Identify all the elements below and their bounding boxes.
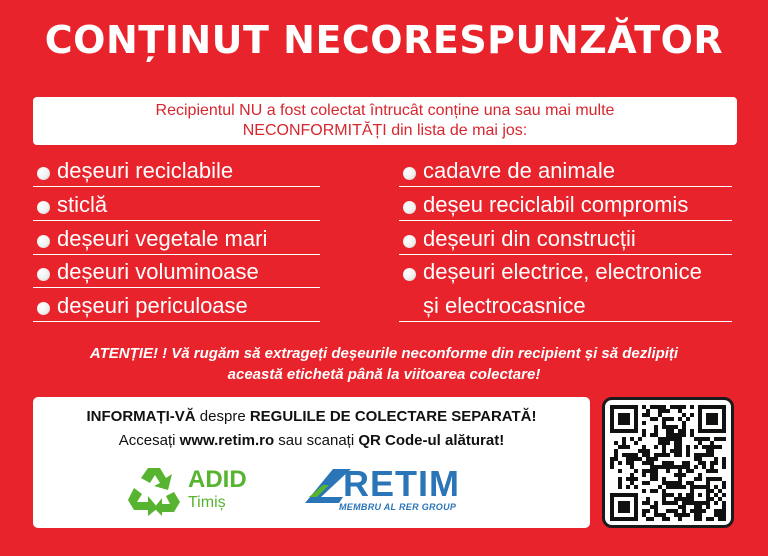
bullet-icon [403, 235, 416, 248]
adid-logo [126, 464, 276, 518]
list-item: deșeuri periculoase [33, 292, 320, 322]
list-item: deșeuri voluminoase [33, 258, 320, 288]
bullet-icon [37, 268, 50, 281]
bullet-icon [37, 167, 50, 180]
retim-sub: MEMBRU AL RER GROUP [339, 502, 457, 512]
adid-name: ADID [188, 466, 247, 493]
website-link[interactable]: www.retim.ro [179, 432, 275, 449]
bullet-icon [37, 302, 50, 315]
adid-sub: Timiș [188, 494, 226, 511]
retim-name: RETIM [343, 463, 460, 504]
bullet-icon [403, 201, 416, 214]
list-item: deșeu reciclabil compromis [399, 191, 732, 221]
recycle-icon [126, 464, 182, 518]
list-item-continuation: și electrocasnice [399, 292, 732, 322]
bullet-icon [37, 201, 50, 214]
notice-line-1: Recipientul NU a fost colectat întrucât conține una sau mai multe [155, 102, 615, 119]
info-line-1: INFORMAȚI-VĂ despre REGULILE DE COLECTARE SEPARATĂ! [86, 408, 537, 425]
bullet-icon [37, 235, 50, 248]
retim-logo [303, 465, 493, 519]
warning-line-1: ATENȚIE! ! Vă rugăm să extrageți deșeurile neconforme din recipient și să dezlipiți [89, 345, 679, 362]
qr-code[interactable] [602, 397, 734, 528]
info-line-2: Accesați www.retim.ro sau scanați QR Code-ul alăturat! [118, 432, 505, 449]
list-item: deșeuri vegetale mari [33, 225, 320, 255]
warning-line-2: această etichetă până la viitoarea colectare! [227, 366, 541, 383]
list-item: cadavre de animale [399, 157, 732, 187]
list-item: sticlă [33, 191, 320, 221]
info-box [33, 397, 590, 528]
bullet-icon [403, 167, 416, 180]
notice-line-2: NECONFORMITĂȚI din lista de mai jos: [242, 122, 528, 139]
notice-box [33, 97, 737, 145]
list-item: deșeuri electrice, electronice [399, 258, 732, 288]
warning-text [0, 343, 768, 385]
bullet-icon [403, 268, 416, 281]
page-title: CONȚINUT NECORESPUNZĂTOR [44, 18, 724, 62]
list-item: deșeuri din construcții [399, 225, 732, 255]
list-item: deșeuri reciclabile [33, 157, 320, 187]
qr-code-icon [610, 405, 726, 521]
